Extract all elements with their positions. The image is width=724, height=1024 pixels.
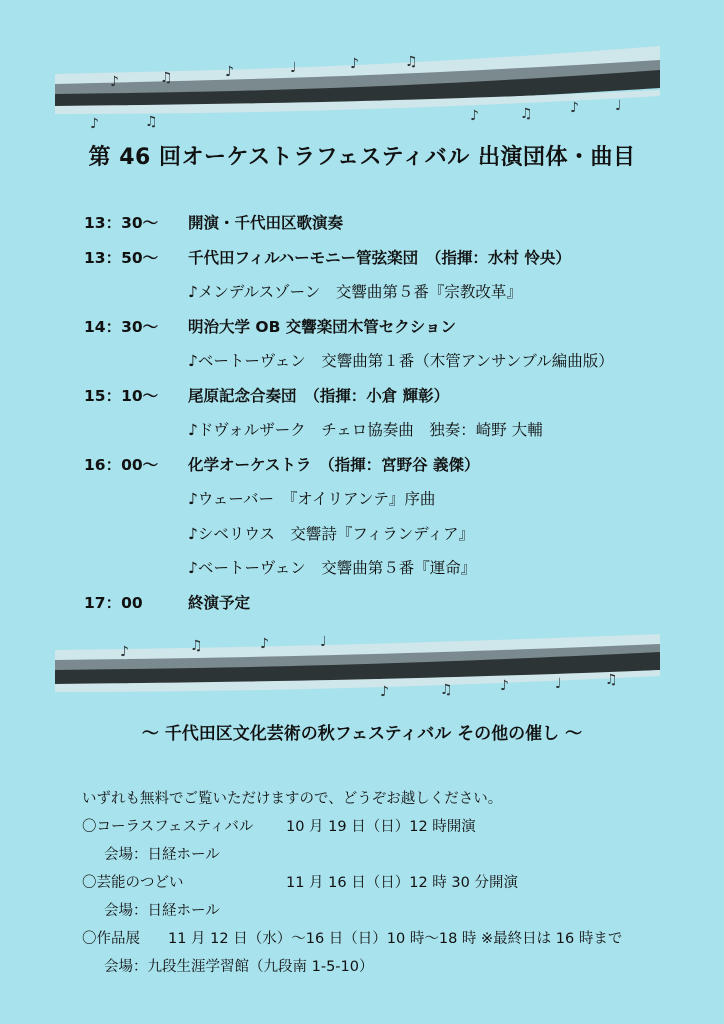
event-name: 〇作品展 [82, 931, 140, 947]
svg-text:♪: ♪ [380, 684, 389, 700]
page-title: 第 46 回オーケストラフェスティバル 出演団体・曲目 [88, 145, 636, 170]
music-staff-banner-bottom [50, 628, 665, 708]
svg-text:♪: ♪ [260, 636, 269, 652]
program-piece-title: ♪メンデルスゾーン 交響曲第５番『宗教改革』 [188, 283, 522, 301]
svg-text:♩: ♩ [555, 676, 562, 692]
program-piece-title: ♪シベリウス 交響詩『フィランディア』 [188, 524, 474, 543]
program-piece [84, 343, 684, 378]
svg-text:♫: ♫ [405, 54, 418, 70]
program-list [84, 205, 684, 619]
program-piece [84, 516, 684, 551]
event-venue: 会場：日経ホール [104, 903, 220, 919]
svg-text:♪: ♪ [225, 64, 234, 80]
svg-text:♪: ♪ [470, 108, 479, 124]
event-date: 11 月 16 日（日）12 時 30 分開演 [286, 875, 518, 891]
program-entry [84, 378, 684, 413]
program-performer: 開演・千代田区歌演奏 [188, 214, 344, 232]
program-performer: 千代田フィルハーモニー管弦楽団 （指揮：水村 怜央） [188, 248, 571, 267]
svg-text:♪: ♪ [570, 100, 579, 116]
svg-text:♫: ♫ [440, 682, 453, 698]
music-staff-banner-top [50, 40, 665, 130]
program-piece-title: ♪ベートーヴェン 交響曲第１番（木管アンサンブル編曲版） [188, 352, 614, 370]
program-entry [84, 205, 684, 240]
program-piece [84, 412, 684, 447]
program-entry [84, 309, 684, 344]
event-date: 11 月 12 日（水）～16 日（日）10 時～18 時 ※最終日は 16 時まで [168, 931, 623, 947]
program-entry [84, 447, 684, 482]
svg-text:♪: ♪ [350, 56, 359, 72]
program-performer: 尾原記念合奏団 （指揮：小倉 輝彰） [188, 386, 450, 405]
svg-text:♩: ♩ [615, 98, 622, 114]
program-piece [84, 550, 684, 585]
program-time: 15：10～ [84, 386, 159, 405]
program-time: 13：50～ [84, 248, 159, 267]
program-performer: 終演予定 [188, 593, 251, 612]
program-piece-title: ♪ウェーバー 『オイリアンテ』序曲 [188, 490, 436, 508]
svg-text:♫: ♫ [520, 106, 533, 122]
svg-text:♩: ♩ [320, 634, 327, 650]
svg-text:♫: ♫ [160, 70, 173, 86]
program-performer: 明治大学 OB 交響楽団木管セクション [188, 317, 456, 336]
svg-text:♩: ♩ [290, 60, 297, 76]
program-piece-title: ♪ベートーヴェン 交響曲第５番『運命』 [188, 559, 477, 577]
events-intro: いずれも無料でご覧いただけますので、どうぞお越しください。 [82, 791, 503, 807]
svg-text:♪: ♪ [500, 678, 509, 694]
event-venue: 会場：九段生涯学習館（九段南 1-5-10） [104, 959, 374, 975]
svg-text:♪: ♪ [90, 116, 99, 130]
event-date: 10 月 19 日（日）12 時開演 [286, 819, 476, 835]
program-piece-title: ♪ドヴォルザーク チェロ協奏曲 独奏：崎野 大輔 [188, 421, 543, 439]
other-events-heading: ～ 千代田区文化芸術の秋フェスティバル その他の催し ～ [141, 724, 583, 744]
event-name: 〇コーラスフェスティバル [82, 819, 254, 835]
svg-text:♪: ♪ [120, 644, 129, 660]
event-name: 〇芸能のつどい [82, 875, 184, 891]
svg-text:♫: ♫ [605, 672, 618, 688]
program-time: 16：00～ [84, 455, 159, 474]
svg-text:♪: ♪ [110, 74, 119, 90]
program-time: 17：00 [84, 593, 143, 612]
event-venue: 会場：日経ホール [104, 847, 220, 863]
program-piece [84, 481, 684, 516]
program-time: 14：30～ [84, 317, 159, 336]
program-entry [84, 240, 684, 275]
program-performer: 化学オーケストラ （指揮：宮野谷 義傑） [188, 455, 480, 474]
program-time: 13：30～ [84, 214, 159, 232]
svg-text:♫: ♫ [145, 114, 158, 130]
program-piece [84, 274, 684, 309]
program-entry [84, 585, 684, 620]
svg-text:♫: ♫ [190, 638, 203, 654]
